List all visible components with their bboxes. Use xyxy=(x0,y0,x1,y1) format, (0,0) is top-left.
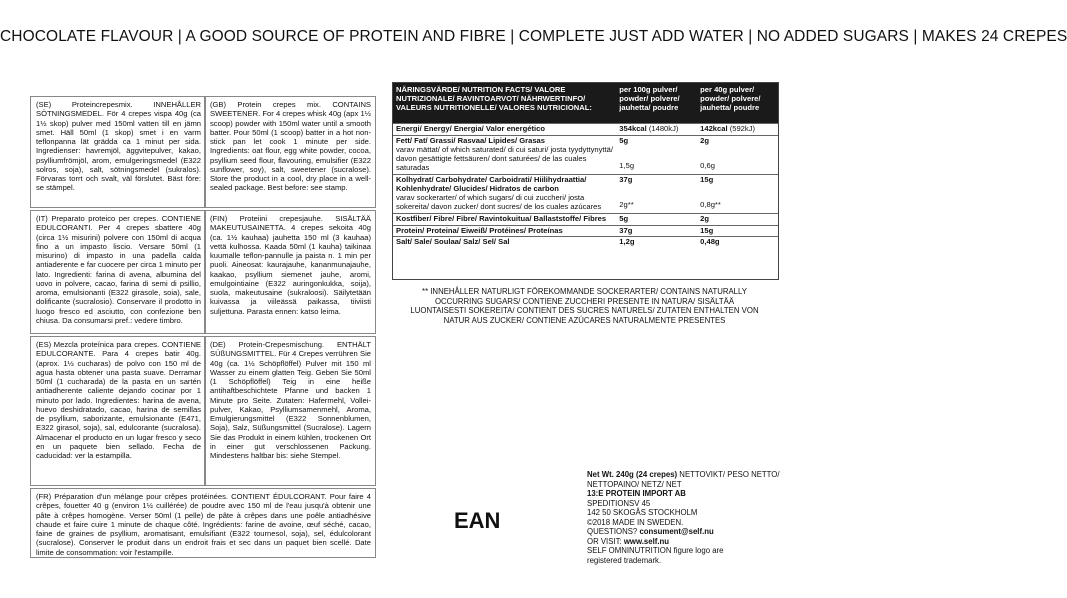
ingredients-text-it: (IT) Preparato proteico per crepes. CONTIENE EDULCORANTI. Per 4 crepes sbattere 40g (circa 1½ misurini) polvere con 150ml di acqua fino a un impasto liscio. Versare 50ml (1 misurino) di impasto in una padella calda antiaderente e far cuocere per circa 1 minuto per lato. Ingredienti: farina di avena, albumina del uovo in polvere, cacao, farina di semi di psillio, aroma, emulsionanti (E322 girasole, soia), sale, dolificante (sucralosio). Conservare il prodotto in luogo fresco ed asciutto, con confezione ben chiusa. Da consumarsi pref.: vedere timbro. xyxy=(36,214,201,325)
ingredients-panel-fr xyxy=(30,488,376,558)
ingredients-text-se: (SE) Proteincrepesmix. INNEHÅLLER SÖTNINGSMEDEL. För 4 crepes vispa 40g (ca 1½ skop) pulver med 150ml vatten till en jämn smet. Häll 50ml (1 skop) smet i en varm teflonpanna lät grädda ca 1 minut per sida. Ingredienser: havremjöl, äggvitepulver, kakao, psylliumfrömjöl, arom, emulgeringsmedel (E322 solros, soja), salt, sötningsmedel (sukralos). Förvaras torrt och svalt, väl förslutet. Bäst före: se stämpel. xyxy=(36,100,201,193)
company-address: SPEDITIONSV 45 142 50 SKOGÅS STOCKHOLM ©2018 MADE IN SWEDEN. QUESTIONS? xyxy=(587,498,698,536)
sugars-per100g: 2g** xyxy=(619,199,634,209)
sugars-footnote: ** INNEHÅLLER NATURLIGT FÖREKOMMANDE SOCKERARTER/ CONTAINS NATURALLY OCCURRING SUGARS/ CONTIENE ZUCCHERI PRESENTE IN NATURA/ SISÄLTÄÄ LUONTAISESTI SOKEREITA/ CONTIENT DES SUCRES NATURELS/ ZUTATEN ENTHALTEN VON NATUR AUS ZUCKER/ CONTIENE AZÚCARES NATURALMENTE PRESENTES xyxy=(410,287,759,326)
fat-saturated-per100g: 1,5g xyxy=(619,160,635,170)
fibre-label: Kostfiber/ Fibre/ Fibre/ Ravintokuitua/ Ballaststoffe/ Fibres xyxy=(393,213,616,225)
ingredients-panel-se xyxy=(30,96,206,208)
ingredients-panel-es xyxy=(30,336,206,486)
carbohydrate-per40g: 15g xyxy=(700,174,714,184)
fat-per100g: 5g xyxy=(619,135,629,145)
ingredients-text-de: (DE) Protein-Crepesmischung. ENTHÄLT SÜßUNGSMITTEL. Für 4 Crepes verrühren Sie 40g (ca. 1½ Schöpflöffel) Pulver mit 150 ml Wasser zu einem glatten Teig. Geben Sie 50ml (1 Schöpflöffel) Teig in eine heiße antihaftbeschichtete Pfanne und backen 1 Minute pro Seite. Zutaten: Hafermehl, Volleipulver, Kakao, Psylliumsamenmehl, Aroma, Emulgierungsmittel (E322 Sonnenblumen, Soja), Salz, Süßungsmittel (Sucralose). Lagern Sie das Produkt in einem kühlen, trockenen Ort in einer gut verschlossenen Packung. Mindestens haltbar bis: siehe Stempel. xyxy=(210,340,371,460)
website: www.self.nu xyxy=(623,536,670,546)
ingredients-text-fi: (FIN) Proteiini crepesjauhe. SISÄLTÄÄ MAKEUTUSAINETTA. 4 crepes sekoita 40g (ca. 1½ kauhaa) jauhetta 150 ml (3 kauhaa) vettä kulhossa. Kaada 50ml (1 kauha) taikinaa kuumalle teflon-pannulle ja paista n. 1 min per puoli. Aineosat: kaurajauhe, kananmunajauhe, kaakao, psyllium siemenet jauhe, aromi, emulgointiaine (E322 auringonkukka, soija), suola, makeutusaine (sukraloosi). Säilytetään kuivassa ja viileässä paikassa, tiiviisti suljettuna. Parasta ennen: katso leima. xyxy=(210,214,371,316)
contact-email: consument@self.nu xyxy=(639,527,714,536)
fat-saturated-per40g: 0,6g xyxy=(700,160,715,170)
energy-label: Energi/ Energy/ Energia/ Valor energético xyxy=(393,124,616,136)
protein-per100g: 37g xyxy=(616,225,697,237)
nutrition-header-label: NÄRINGSVÄRDE/ NUTRITION FACTS/ VALORE NUTRIZIONALE/ RAVINTOARVOT/ NÄHRWERTINFO/ VALEURS NUTRITIONELLE/ VALORES NUTRICIONAL: xyxy=(393,83,616,124)
nutrition-header-row xyxy=(393,83,778,124)
nutrition-row-energy xyxy=(393,124,778,136)
protein-per40g: 15g xyxy=(697,225,778,237)
sugars-label: varav sockerarter/ of which sugars/ di cui zuccheri/ josta sokereita/ davon zucker/ dont sucres/ de los cuales azúcares xyxy=(396,192,602,211)
energy-per40g: 142kcal xyxy=(700,124,728,133)
nutrition-row-fat xyxy=(393,135,778,174)
trademark-notice: SELF OMNINUTRITION figure logo are registered trademark. xyxy=(587,546,724,565)
ingredients-panel-it xyxy=(30,210,206,334)
salt-per100g: 1,2g xyxy=(616,237,697,248)
carbohydrate-label: Kolhydrat/ Carbohydrate/ Carboidrati/ Hiilihydraattia/ Kohlenhydrate/ Glucides/ Hidratos de carbon xyxy=(396,174,587,193)
ean-barcode-label: EAN xyxy=(454,508,501,533)
net-weight-bold: Net Wt. 240g (24 crepes) xyxy=(587,470,678,479)
ingredients-panel-gb xyxy=(204,96,376,208)
nutrition-row-carbohydrate xyxy=(393,174,778,213)
nutrition-row-protein xyxy=(393,225,778,237)
energy-per100g-kj: (1480kJ) xyxy=(646,124,679,133)
salt-per40g: 0,48g xyxy=(697,237,778,248)
nutrition-facts-table xyxy=(392,82,779,280)
fibre-per40g: 2g xyxy=(697,213,778,225)
protein-label: Protein/ Proteina/ Eiweiß/ Protéines/ Proteínas xyxy=(393,225,616,237)
energy-per100g: 354kcal xyxy=(619,124,647,133)
fat-per40g: 2g xyxy=(700,135,710,145)
ingredients-panel-fi xyxy=(204,210,376,334)
fat-saturated-label: varav mättat/ of which saturated/ di cui saturi/ josta tyydyttynyttä/ davon gesättigte fettsäuren/ dont saturées/ de las cuales saturadas xyxy=(396,144,613,172)
ingredients-text-gb: (GB) Protein crepes mix. CONTAINS SWEETENER. For 4 crepes whisk 40g (apx 1½ scoop) powder with 150ml water until a smooth batter. Pour 50ml (1 scoop) batter in a hot non-stick pan let cook 1 minute per side. Ingredients: oat flour, egg white powder, cocoa, psyllium seed flour, flavouring, emulsifier (E322 sunflower, soy), salt, sweetener (sucralose). Store the product in a cool, dry place in a well-sealed package. Best before: see stamp. xyxy=(210,100,371,193)
fat-label: Fett/ Fat/ Grassi/ Rasvaa/ Lipides/ Grasas xyxy=(396,135,545,145)
nutrition-header-per100g: per 100g pulver/ powder/ polvere/ jauhetta/ poudre xyxy=(616,83,697,124)
sugars-per40g: 0,8g** xyxy=(700,199,721,209)
nutrition-header-per40g: per 40g pulver/ powder/ polvere/ jauhetta/ poudre xyxy=(697,83,778,124)
ingredients-text-fr: (FR) Préparation d'un mélange pour crêpes protéinées. CONTIENT ÉDULCORANT. Pour faire 4 crêpes, fouetter 40 g (environ 1½ cuillérée) de poudre avec 150 ml de l'eau jusqu'à obtenir une pâte à crêpes homogène. Verser 50ml (1 pelle) de pâte à crêpes dans une poêle antiadhésive chaude et faire cuire 1 minute de chaque côté. Ingrédients: farine de avoine, œuf séché, cacao, faine de graines de psyllium, aromatisant, emulsifiant (E322 tournesol, soja), sel, édulcolorant (sucralose). Conserver le produit dans un endroit frais et sec dans un paquet bien scellé. Date limite de consommation: voir l'estampille. xyxy=(36,492,371,557)
ingredients-panel-de xyxy=(204,336,376,486)
energy-per40g-kj: (592kJ) xyxy=(727,124,756,133)
carbohydrate-per100g: 37g xyxy=(619,174,633,184)
product-claims-banner: CHOCOLATE FLAVOUR | A GOOD SOURCE OF PROTEIN AND FIBRE | COMPLETE JUST ADD WATER | NO ADDED SUGARS | MAKES 24 CREPES xyxy=(0,28,1067,45)
nutrition-row-salt xyxy=(393,237,778,248)
nutrition-row-fibre xyxy=(393,213,778,225)
net-weight-translations: NETTOVIKT/ PESO NETTO/ NETTOPAINO/ NETZ/ NET xyxy=(587,470,780,489)
company-name: 13:E PROTEIN IMPORT AB xyxy=(587,489,686,498)
or-visit-text: OR VISIT: xyxy=(587,536,622,546)
salt-label: Salt/ Sale/ Soulaa/ Salz/ Sel/ Sal xyxy=(393,237,616,248)
ingredients-text-es: (ES) Mezcla proteínica para crepes. CONTIENE EDULCORANTE. Para 4 crepes batir 40g. (aprox. 1½ cucharas) de polvo con 150 ml de agua hasta obtener una pasta suave. Derramar 50ml (1 cucharada) de la pasta en un sartén antiadherente caliente dejando cocinar por 1 minuto por lado. Ingredientes: harina de avena, huevo deshidratado, cacao, harina de semillas de psyllium, saborizante, emulsionante (E471, E322 girasol, soja), sal, edulcorante (sucralosa). Almacenar el producto en un lugar fresco y seco en un paquete bien sellado. Fecha de caducidad: ver la estampilla. xyxy=(36,340,201,460)
fibre-per100g: 5g xyxy=(616,213,697,225)
net-weight-info xyxy=(587,470,787,565)
